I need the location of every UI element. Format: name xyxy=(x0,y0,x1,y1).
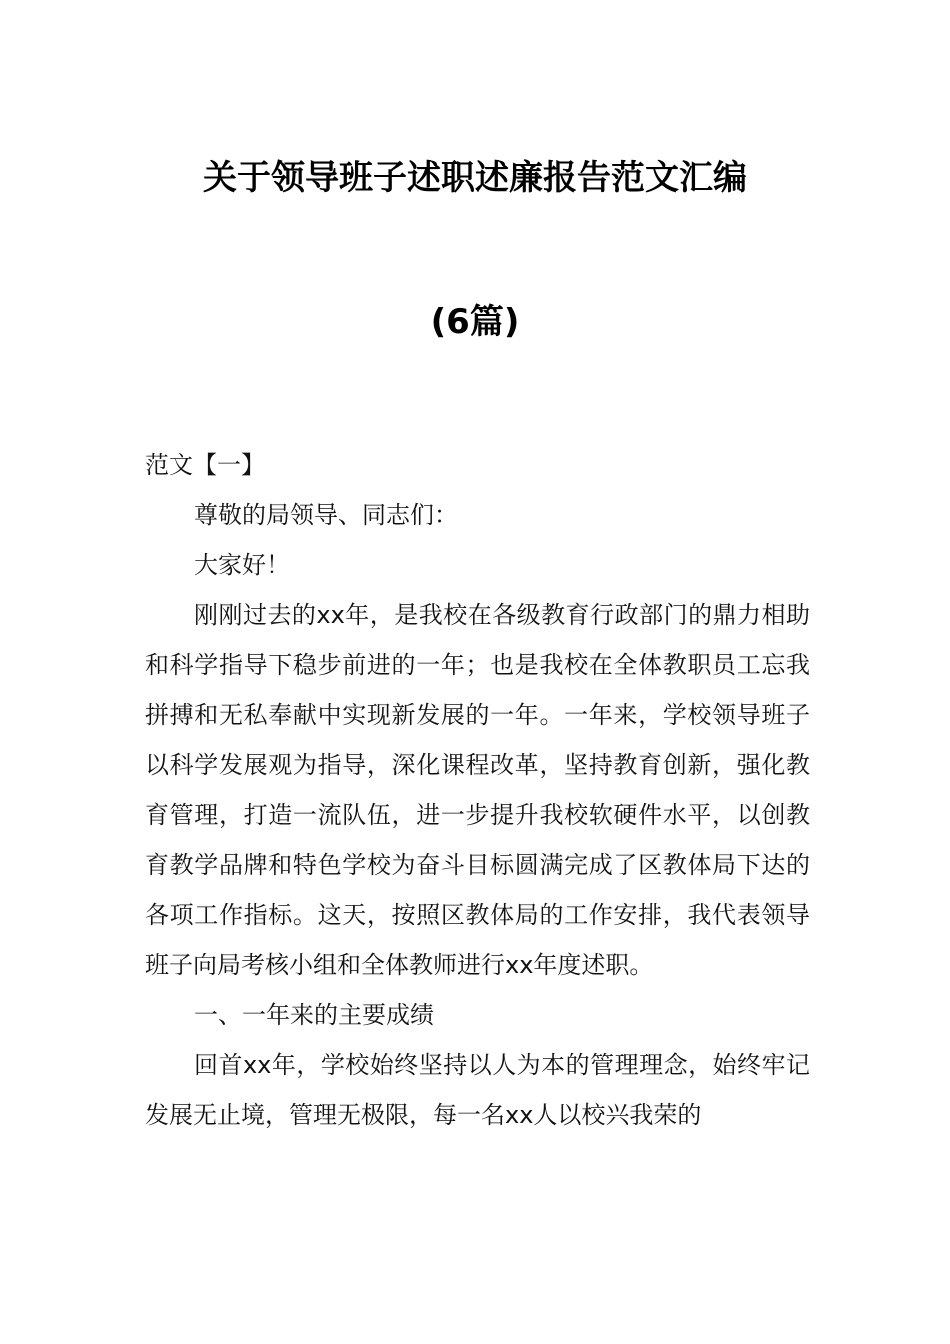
body-paragraph: 回首xx年，学校始终坚持以人为本的管理理念，始终牢记发展无止境，管理无极限，每一名xx人以校兴我荣的 xyxy=(145,1051,810,1129)
section-heading: 一、一年来的主要成绩 xyxy=(194,1001,434,1029)
intro-paragraph: 刚刚过去的xx年，是我校在各级教育行政部门的鼎力相助和科学指导下稳步前进的一年；也是我校在全体教职员工忘我拼搏和无私奉献中实现新发展的一年。一年来，学校领导班子以科学发展观为指导，深化课程改革，坚持教育创新，强化教育管理，打造一流队伍，进一步提升我校软硬件水平，以创教育教学品牌和特色学校为奋斗目标圆满完成了区教体局下达的各项工作指标。这天，按照区教体局的工作安排，我代表领导班子向局考核小组和全体教师进行xx年度述职。 xyxy=(145,601,810,979)
section-label: 范文【一】 xyxy=(145,451,265,479)
salutation: 尊敬的局领导、同志们： xyxy=(194,501,458,529)
greeting: 大家好！ xyxy=(194,551,290,579)
document-title: 关于领导班子述职述廉报告范文汇编 xyxy=(203,158,747,198)
document-body xyxy=(145,440,810,1140)
document-subtitle: (6篇) xyxy=(430,302,520,342)
